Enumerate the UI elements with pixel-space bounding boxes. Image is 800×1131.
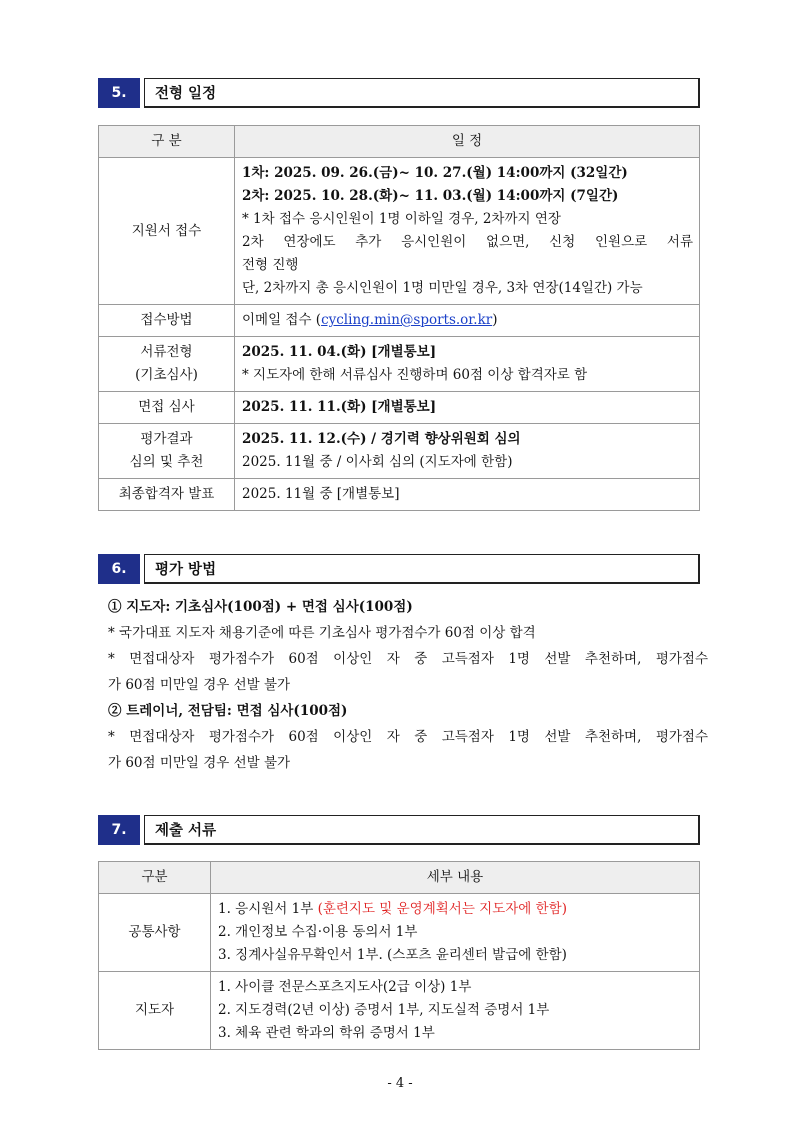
line-text: * 국가대표 지도자 채용기준에 따른 기초심사 평가점수가 60점 이상 합격 <box>108 625 536 641</box>
label-line: 평가결과 <box>140 431 193 447</box>
schedule-table <box>98 125 700 511</box>
text-line <box>242 208 693 231</box>
row-label: 지도자 <box>99 972 211 1050</box>
line-text: 1. 응시원서 1부 <box>218 901 318 917</box>
email-link[interactable]: cycling.min@sports.or.kr <box>321 312 493 328</box>
text-line <box>242 451 693 474</box>
row-content <box>211 894 700 972</box>
table-row <box>99 972 700 1050</box>
label-line: 최종합격자 발표 <box>118 486 215 502</box>
line-text: ① 지도자: 기초심사(100점) + 면접 심사(100점) <box>108 599 413 615</box>
line-text: ② 트레이너, 전담팀: 면접 심사(100점) <box>108 703 348 719</box>
section-7-header <box>98 815 700 845</box>
row-content <box>235 337 700 392</box>
section-6-header <box>98 554 700 584</box>
row-content <box>235 158 700 305</box>
row-content <box>235 305 700 337</box>
line-text: 이메일 접수 ( <box>242 312 322 328</box>
page-number: - 4 - <box>387 1076 413 1091</box>
text-line <box>218 944 693 967</box>
text-line <box>242 231 693 254</box>
line-text: * 1차 접수 응시인원이 1명 이하일 경우, 2차까지 연장 <box>242 211 561 227</box>
line-text: 가 60점 미만일 경우 선발 불가 <box>108 755 291 771</box>
section-number: 7. <box>98 815 140 845</box>
section-number: 5. <box>98 78 140 108</box>
line-text: * 면접대상자 평가점수가 60점 이상인 자 중 고득점자 1명 선발 추천하며, 평가점수 <box>108 729 708 745</box>
section-title: 제출 서류 <box>144 815 700 845</box>
text-line <box>108 672 708 698</box>
row-content <box>211 972 700 1050</box>
line-text: 2차 연장에도 추가 응시인원이 없으면, 신청 인원으로 서류 <box>242 234 693 250</box>
row-content <box>235 424 700 479</box>
table-row <box>99 479 700 511</box>
section-title: 전형 일정 <box>144 78 700 108</box>
row-label <box>99 305 235 337</box>
table-row <box>99 305 700 337</box>
row-content <box>235 392 700 424</box>
section-title: 평가 방법 <box>144 554 700 584</box>
line-text: 전형 진행 <box>242 257 299 273</box>
label-line: 접수방법 <box>140 312 193 328</box>
table-row <box>99 894 700 972</box>
label-line: (기초심사) <box>135 367 198 383</box>
text-line <box>242 428 693 451</box>
text-line <box>218 976 693 999</box>
table-row <box>99 337 700 392</box>
text-line <box>242 364 693 387</box>
line-text: 2025. 11월 중 / 이사회 심의 (지도자에 한함) <box>242 454 513 470</box>
label-line: 면접 심사 <box>138 399 195 415</box>
table-header-row <box>99 862 700 894</box>
section-5-header <box>98 78 700 108</box>
text-line <box>242 309 693 332</box>
line-text: 2차: 2025. 10. 28.(화)~ 11. 03.(월) 14:00까지 (7일간) <box>242 188 619 204</box>
header-category: 구분 <box>99 862 211 894</box>
table-row <box>99 424 700 479</box>
header-details: 세부 내용 <box>211 862 700 894</box>
table-row <box>99 158 700 305</box>
text-line <box>108 750 708 776</box>
row-content <box>235 479 700 511</box>
text-line <box>108 620 708 646</box>
text-line <box>242 254 693 277</box>
text-line <box>218 921 693 944</box>
label-line: 지원서 접수 <box>131 222 202 239</box>
line-text: 1. 사이클 전문스포츠지도사(2급 이상) 1부 <box>218 979 472 995</box>
line-text: 2025. 11. 12.(수) / 경기력 향상위원회 심의 <box>242 431 521 447</box>
line-text: 1차: 2025. 09. 26.(금)~ 10. 27.(월) 14:00까지 (32일간) <box>242 165 628 181</box>
line-text: 3. 체육 관련 학과의 학위 증명서 1부 <box>218 1025 435 1041</box>
text-line <box>242 483 693 506</box>
text-line <box>242 162 693 185</box>
line-text: 2025. 11. 04.(화) [개별통보] <box>242 344 437 360</box>
row-label <box>99 479 235 511</box>
text-line <box>108 724 708 750</box>
line-text: 2. 지도경력(2년 이상) 증명서 1부, 지도실적 증명서 1부 <box>218 1002 550 1018</box>
text-line <box>108 646 708 672</box>
text-line <box>108 594 708 620</box>
line-text: 2. 개인정보 수집·이용 동의서 1부 <box>218 924 418 940</box>
header-schedule: 일 정 <box>235 126 700 158</box>
header-category: 구 분 <box>99 126 235 158</box>
table-row <box>99 392 700 424</box>
text-line <box>218 999 693 1022</box>
line-text: * 지도자에 한해 서류심사 진행하며 60점 이상 합격자로 함 <box>242 367 588 383</box>
line-text-end: ) <box>492 312 498 328</box>
line-text: * 면접대상자 평가점수가 60점 이상인 자 중 고득점자 1명 선발 추천하며, 평가점수 <box>108 651 708 667</box>
row-label <box>99 337 235 392</box>
row-label: 공통사항 <box>99 894 211 972</box>
line-text: 3. 징계사실유무확인서 1부. (스포츠 윤리센터 발급에 한함) <box>218 947 567 963</box>
text-line <box>218 1022 693 1045</box>
label-line: 심의 및 추천 <box>129 454 204 470</box>
section-number: 6. <box>98 554 140 584</box>
evaluation-method-list <box>108 594 708 776</box>
row-label <box>99 392 235 424</box>
documents-table <box>98 861 700 1050</box>
line-text: 2025. 11월 중 [개별통보] <box>242 486 400 502</box>
text-line <box>218 898 693 921</box>
label-line: 서류전형 <box>140 344 193 360</box>
table-header-row <box>99 126 700 158</box>
highlight-note: (훈련지도 및 운영계획서는 지도자에 한함) <box>317 901 567 917</box>
text-line <box>242 396 693 419</box>
text-line <box>108 698 708 724</box>
line-text: 가 60점 미만일 경우 선발 불가 <box>108 677 291 693</box>
line-text: 2025. 11. 11.(화) [개별통보] <box>242 399 437 415</box>
text-line <box>242 185 693 208</box>
row-label <box>99 424 235 479</box>
text-line <box>242 277 693 300</box>
row-label <box>99 158 235 305</box>
text-line <box>242 341 693 364</box>
line-text: 단, 2차까지 총 응시인원이 1명 미만일 경우, 3차 연장(14일간) 가능 <box>242 280 643 296</box>
